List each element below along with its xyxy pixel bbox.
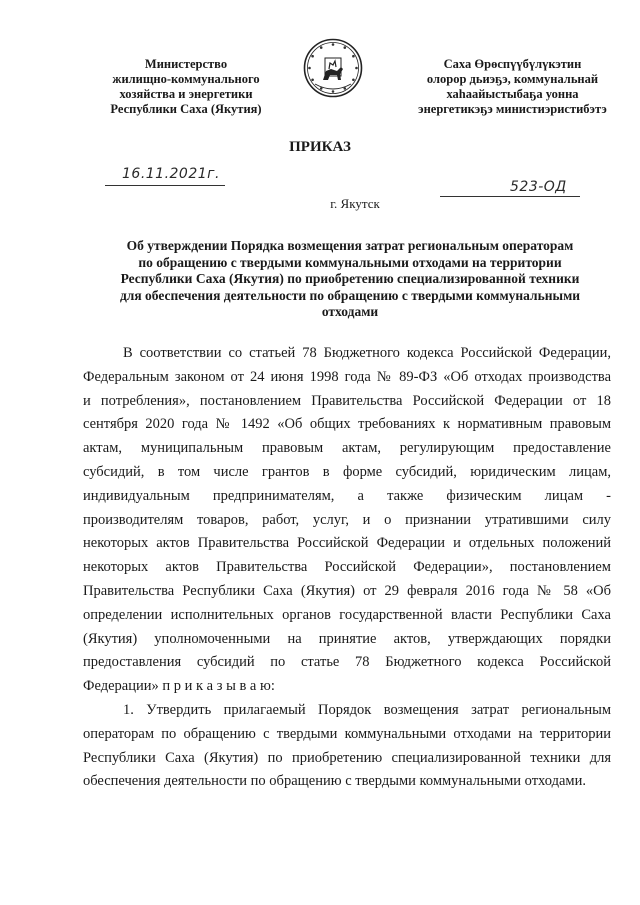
title-line: для обеспечения деятельности по обращению с твердыми коммунальными — [119, 287, 581, 303]
body-line: 1. Утвердить прилагаемый Порядок возмещения затрат региональным — [123, 701, 611, 718]
body-line: индивидуальным предпринимателям, а также физическим лицам - — [83, 487, 611, 504]
document-title — [90, 238, 610, 321]
body-line: Республики Саха (Якутия) по приобретению специализированной техники для — [83, 749, 611, 766]
date-underline — [105, 185, 225, 186]
body-line: производителям товаров, работ, услуг, и о признании утратившими силу — [83, 511, 611, 528]
title-line: Об утверждении Порядка возмещения затрат региональным операторам — [126, 238, 574, 253]
header-left-line: Министерство — [144, 57, 228, 71]
body-line: актам, муниципальным правовым актам, регулирующим предоставление — [83, 440, 611, 457]
body-line: Правительства Республики Саха (Якутия) от 29 февраля 2016 года № 58 «Об — [83, 582, 611, 599]
handwritten-order-number: 523-ОД — [510, 179, 567, 195]
header-left-line: жилищно-коммунального — [112, 72, 260, 86]
title-line: Республики Саха (Якутия) по приобретению специализированной техники — [120, 271, 580, 286]
body-line: сентября 2020 года № 1492 «Об общих требованиях к нормативным правовым — [83, 416, 611, 433]
body-line: Федеральным законом от 24 июня 1998 года № 89-ФЗ «Об отходах производства — [83, 368, 611, 385]
city-label: г. Якутск — [330, 196, 380, 211]
body-line: некоторых актов Правительства Российской Федерации», постановлением — [83, 559, 611, 576]
header-right-line: хаһаайыстыбаҕа уонна — [446, 87, 579, 101]
handwritten-date: 16.11.2021г. — [122, 166, 220, 182]
ministry-name-russian — [86, 57, 286, 117]
body-line: В соответствии со статьей 78 Бюджетного кодекса Российской Федерации, — [123, 345, 611, 361]
body-line: определении исполнительных органов государственной власти Республики Саха — [83, 606, 611, 623]
header-right-line: энергетикэҕэ министиэристибэтэ — [418, 102, 607, 116]
order-title: ПРИКАЗ — [289, 139, 351, 155]
body-line: Федерации» п р и к а з ы в а ю: — [83, 678, 275, 695]
header-right-line: Саха Өрөспүүбүлүкэтин — [443, 57, 582, 71]
title-line: по обращению с твердыми коммунальными отходами на территории — [138, 254, 562, 270]
body-line: и потребления», постановлением Правительства Российской Федерации от 18 — [83, 392, 611, 409]
coat-of-arms-emblem — [303, 38, 363, 98]
body-line: некоторых актов Правительства Российской Федерации и отдельных положений — [83, 535, 611, 552]
body-line: (Якутия) уполномоченными на принятие актов, утверждающих порядки — [83, 630, 611, 647]
body-line: операторам по обращению с твердыми коммунальными отходами на территории — [83, 725, 611, 742]
header-left-line: хозяйства и энергетики — [119, 87, 253, 101]
title-line: отходами — [321, 304, 379, 319]
document-body — [83, 342, 611, 794]
header-right-line: олорор дьиэҕэ, коммунальнай — [426, 72, 599, 86]
body-line: предоставления субсидий по статье 78 Бюджетного кодекса Российской — [83, 654, 611, 671]
body-line: субсидий, в том числе грантов в форме субсидий, юридическим лицам, — [83, 463, 611, 480]
header-left-line: Республики Саха (Якутия) — [110, 102, 262, 116]
body-line: обеспечения деятельности по обращению с твердыми коммунальными отходами. — [83, 773, 586, 790]
ministry-name-sakha — [395, 57, 630, 117]
